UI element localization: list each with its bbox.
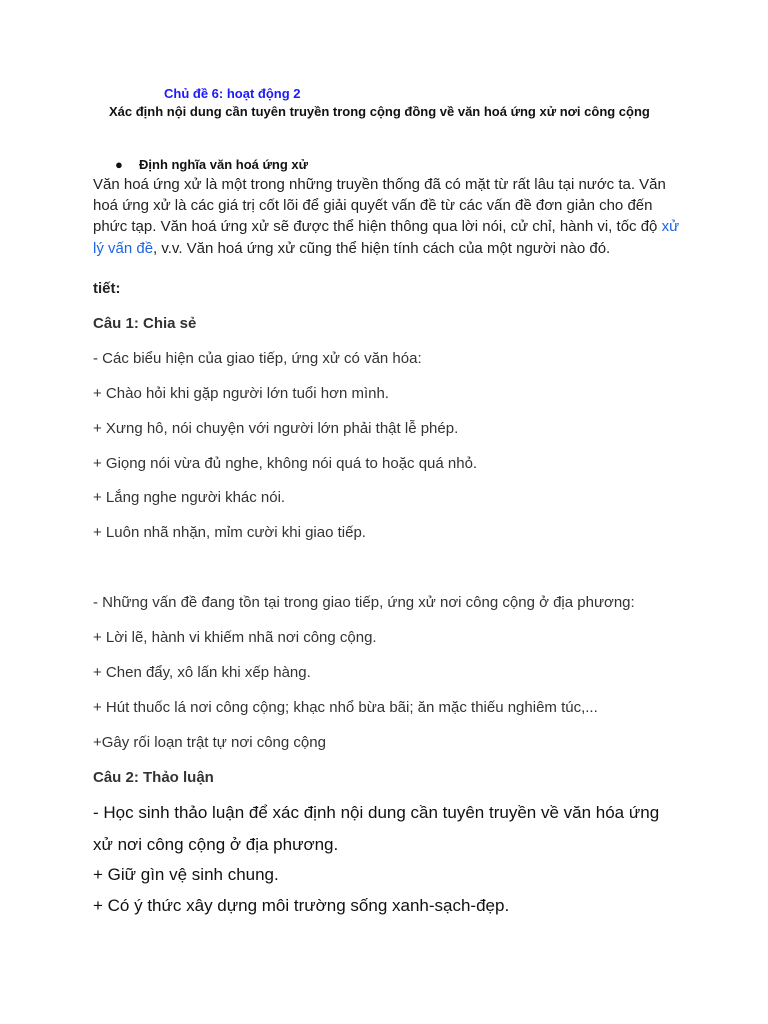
list-item: + Lắng nghe người khác nói.: [93, 489, 286, 506]
list-item: + Xưng hô, nói chuyện với người lớn phải thật lễ phép.: [93, 420, 459, 437]
list-item: + Giọng nói vừa đủ nghe, không nói quá to hoặc quá nhỏ.: [93, 455, 478, 472]
definition-label: Định nghĩa văn hoá ứng xử: [139, 157, 309, 172]
bullet-dot-icon: ●: [115, 157, 123, 172]
discussion-line: + Giữ gìn vệ sinh chung.: [93, 865, 279, 884]
activity-subtitle: Xác định nội dung cần tuyên truyền trong cộng đồng về văn hoá ứng xử nơi công cộng: [109, 104, 650, 119]
section-2-heading: - Những vấn đề đang tồn tại trong giao tiếp, ứng xử nơi công cộng ở địa phương:: [93, 594, 635, 611]
list-item: + Lời lẽ, hành vi khiếm nhã nơi công cộng.: [93, 629, 377, 646]
discussion-line: - Học sinh thảo luận để xác định nội dung cần tuyên truyền về văn hóa ứng: [93, 803, 660, 822]
paragraph-text-end: , v.v. Văn hoá ứng xử cũng thể hiện tính cách của một người nào đó.: [153, 239, 611, 257]
discussion-line: + Có ý thức xây dựng môi trường sống xanh-sạch-đẹp.: [93, 896, 510, 915]
topic-heading: Chủ đề 6: hoạt động 2: [164, 86, 301, 101]
question-1-title: Câu 1: Chia sẻ: [93, 315, 197, 332]
list-item: + Luôn nhã nhặn, mỉm cười khi giao tiếp.: [93, 524, 366, 541]
discussion-line: xử nơi công cộng ở địa phương.: [93, 835, 339, 854]
paragraph-text-start: Văn hoá ứng xử là một trong những truyền thống đã có mặt từ rất lâu tại nước ta. Văn hoá ứng xử là các giá trị cốt lõi để giải quyết vấn đề từ các vấn đề đơn giản cho đến phức tạp. Văn hoá ứng xử sẽ được thể hiện thông qua lời nói, cử chỉ, hành vi, tốc độ: [93, 176, 666, 236]
section-1-heading: - Các biểu hiện của giao tiếp, ứng xử có văn hóa:: [93, 350, 422, 367]
definition-paragraph: [93, 174, 683, 259]
list-item: + Hút thuốc lá nơi công cộng; khạc nhổ bừa bãi; ăn mặc thiếu nghiêm túc,...: [93, 699, 598, 716]
list-item: + Chen đẩy, xô lấn khi xếp hàng.: [93, 664, 311, 681]
question-2-title: Câu 2: Thảo luận: [93, 769, 214, 786]
handle-problem-link[interactable]: xử lý vấn đề: [93, 218, 680, 257]
list-item: +Gây rối loạn trật tự nơi công cộng: [93, 734, 326, 751]
list-item: + Chào hỏi khi gặp người lớn tuổi hơn mình.: [93, 385, 389, 402]
definition-bullet: [115, 157, 308, 172]
detail-label: tiết:: [93, 280, 121, 297]
